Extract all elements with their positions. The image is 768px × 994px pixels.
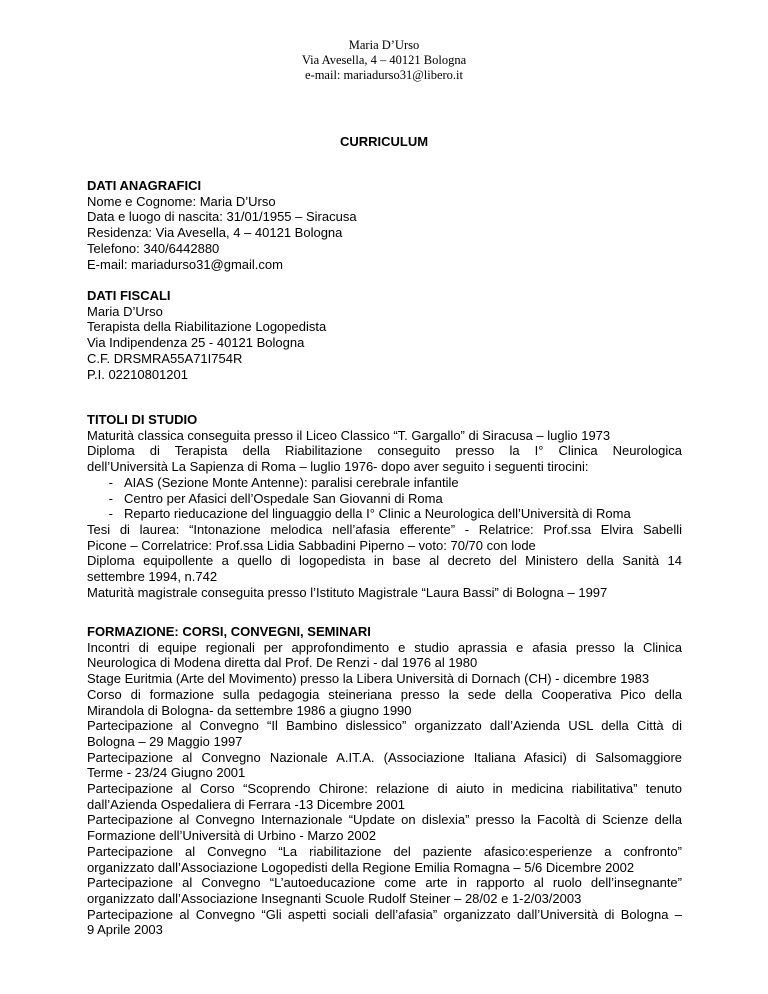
studio-line: Tesi di laurea: “Intonazione melodica nell’afasia efferente” - Relatrice: Prof.ssa Elvira Sabelli xyxy=(87,521,682,537)
anagrafici-line: Nome e Cognome: Maria D’Urso xyxy=(87,193,276,209)
formazione-line: Neurologica di Modena diretta dal Prof. De Renzi - dal 1976 al 1980 xyxy=(87,655,478,671)
section-anagrafici xyxy=(87,178,682,272)
section-heading: DATI FISCALI xyxy=(87,288,171,303)
sender-address: Via Avesella, 4 – 40121 Bologna xyxy=(301,53,467,67)
section-formazione xyxy=(87,624,682,938)
formazione-line: Bologna – 29 Maggio 1997 xyxy=(87,733,243,749)
anagrafici-line: E-mail: mariadurso31@gmail.com xyxy=(87,256,283,272)
studio-line: Diploma equipollente a quello di logopedista in base al decreto del Ministero della Sanità 14 xyxy=(87,553,682,569)
anagrafici-line: Residenza: Via Avesella, 4 – 40121 Bologna xyxy=(87,225,343,241)
anagrafici-line: Telefono: 340/6442880 xyxy=(87,240,220,256)
formazione-line: Partecipazione al Convegno Nazionale A.IT.A. (Associazione Italiana Afasici) di Salsomaggiore xyxy=(87,749,682,765)
formazione-line: dall’Azienda Ospedaliera di Ferrara -13 Dicembre 2001 xyxy=(87,796,405,812)
formazione-line: Partecipazione al Corso “Scoprendo Chirone: relazione di aiuto in medicina riabilitativa” tenuto xyxy=(87,781,682,797)
sender-name: Maria D’Urso xyxy=(348,38,420,52)
fiscali-line: Maria D’Urso xyxy=(87,303,163,319)
formazione-line: 9 Aprile 2003 xyxy=(87,922,163,938)
formazione-line: Partecipazione al Convegno “L’autoeducazione come arte in rapporto al ruolo dell’insegnante” xyxy=(87,875,682,891)
studio-line: settembre 1994, n.742 xyxy=(87,569,218,585)
list-item-text: Centro per Afasici dell’Ospedale San Giovanni di Roma xyxy=(124,490,443,506)
formazione-line: Formazione dell’Università di Urbino - Marzo 2002 xyxy=(87,828,377,844)
document-title: CURRICULUM xyxy=(339,134,429,149)
fiscali-line: Via Indipendenza 25 - 40121 Bologna xyxy=(87,335,305,351)
list-item-text: AIAS (Sezione Monte Antenne): paralisi cerebrale infantile xyxy=(124,474,459,490)
fiscali-line: C.F. DRSMRA55A71I754R xyxy=(87,350,243,366)
studio-line: dell’Università La Sapienza di Roma – luglio 1976- dopo aver seguito i seguenti tirocini: xyxy=(87,459,589,475)
formazione-line: Partecipazione al Convegno “Gli aspetti sociali dell’afasia” organizzato dall’Università di Bologna – xyxy=(87,906,682,922)
formazione-line: organizzato dall’Associazione Logopedisti della Regione Emilia Romagna – 5/6 Dicembre 2002 xyxy=(87,859,635,875)
section-heading: DATI ANAGRAFICI xyxy=(87,178,202,193)
formazione-line: organizzato dall’Associazione Insegnanti Scuole Rudolf Steiner – 28/02 e 1-2/03/2003 xyxy=(87,890,582,906)
section-heading: TITOLI DI STUDIO xyxy=(87,412,198,427)
studio-line: Maturità magistrale conseguita presso l’Istituto Magistrale “Laura Bassi” di Bologna – 1997 xyxy=(87,584,608,600)
section-titoli-studio xyxy=(87,412,682,600)
formazione-list xyxy=(87,640,682,938)
letterhead xyxy=(0,38,768,83)
formazione-line: Mirandola di Bologna- da settembre 1986 a giugno 1990 xyxy=(87,702,412,718)
list-item-text: Reparto rieducazione del linguaggio della I° Clinic a Neurologica dell’Università di Roma xyxy=(124,506,631,522)
sender-email: e-mail: mariadurso31@libero.it xyxy=(305,68,463,82)
formazione-line: Incontri di equipe regionali per approfondimento e studio aprassia e afasia presso la Clinica xyxy=(87,639,682,655)
studio-line: Picone – Correlatrice: Prof.ssa Lidia Sabbadini Piperno – voto: 70/70 con lode xyxy=(87,537,536,553)
list-item: - Reparto rieducazione del linguaggio della I° Clinic a Neurologica dell’Università di Roma xyxy=(108,506,631,522)
section-heading: FORMAZIONE: CORSI, CONVEGNI, SEMINARI xyxy=(87,624,371,639)
formazione-line: Stage Euritmia (Arte del Movimento) presso la Libera Università di Dornach (CH) - dicembre 1983 xyxy=(87,671,650,687)
studio-line: Maturità classica conseguita presso il Liceo Classico “T. Gargallo” di Siracusa – luglio 1973 xyxy=(87,427,611,443)
formazione-line: Partecipazione al Convegno “Il Bambino dislessico” organizzato dall’Azienda USL della Città di xyxy=(87,718,682,734)
formazione-line: Partecipazione al Convegno Internazionale “Update on dislexia” presso la Facoltà di Scienze della xyxy=(87,812,682,828)
anagrafici-line: Data e luogo di nascita: 31/01/1955 – Siracusa xyxy=(87,209,357,225)
fiscali-line: Terapista della Riabilitazione Logopedista xyxy=(87,319,327,335)
fiscali-line: P.I. 02210801201 xyxy=(87,366,188,382)
formazione-line: Partecipazione al Convegno “La riabilitazione del paziente afasico:esperienze a confronto” xyxy=(87,843,682,859)
studio-line: Diploma di Terapista della Riabilitazione conseguito presso la I° Clinica Neurologica xyxy=(87,443,682,459)
formazione-line: Corso di formazione sulla pedagogia steineriana presso la sede della Cooperativa Pico della xyxy=(87,686,682,702)
list-item: - Centro per Afasici dell’Ospedale San Giovanni di Roma xyxy=(108,490,443,506)
formazione-line: Terme - 23/24 Giugno 2001 xyxy=(87,765,246,781)
section-fiscali xyxy=(87,288,682,382)
list-item: - AIAS (Sezione Monte Antenne): paralisi cerebrale infantile xyxy=(108,474,459,490)
